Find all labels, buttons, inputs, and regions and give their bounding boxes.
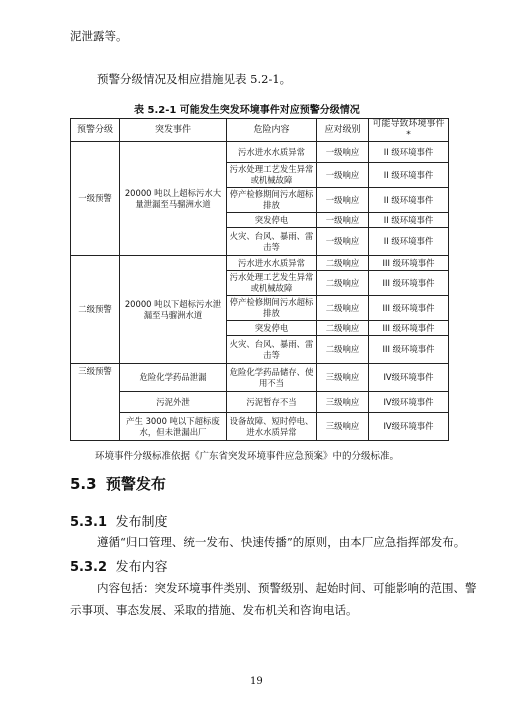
column-header: 突发事件 <box>120 119 227 142</box>
hazard-cell: 污水处理工艺发生异常或机械故障 <box>227 271 317 296</box>
result-cell: II 级环境事件 <box>369 142 449 163</box>
hazard-cell: 停产检修期间污水超标排放 <box>227 188 317 213</box>
hazard-cell: 危险化学药品储存、使用不当 <box>227 364 317 392</box>
hazard-cell: 污水进水水质异常 <box>227 256 317 271</box>
response-cell: 三级响应 <box>317 392 369 413</box>
hazard-cell: 火灾、台风、暴雨、雷击等 <box>227 336 317 364</box>
hazard-cell: 停产检修期间污水超标排放 <box>227 296 317 321</box>
response-cell: 二级响应 <box>317 256 369 271</box>
section-title: 发布内容 <box>115 560 168 575</box>
warning-level-cell: 二级预警 <box>71 256 120 364</box>
table-header-row <box>71 119 449 142</box>
hazard-cell: 突发停电 <box>227 321 317 336</box>
warning-level-table <box>70 118 449 441</box>
response-cell: 二级响应 <box>317 271 369 296</box>
column-header: 危险内容 <box>227 119 317 142</box>
result-cell: III 级环境事件 <box>369 296 449 321</box>
page-number: 19 <box>250 676 263 687</box>
paragraph-continuation: 泥泄露等。 <box>70 29 128 43</box>
response-cell: 一级响应 <box>317 163 369 188</box>
response-cell: 二级响应 <box>317 336 369 364</box>
table-caption: 表 5.2-1 可能发生突发环境事件对应预警分级情况 <box>134 105 360 116</box>
hazard-cell: 火灾、台风、暴雨、雷击等 <box>227 228 317 256</box>
section-title: 预警发布 <box>105 475 166 493</box>
response-cell: 一级响应 <box>317 188 369 213</box>
table-row <box>71 142 449 163</box>
table-row <box>71 256 449 271</box>
event-cell: 危险化学药品泄漏 <box>120 364 227 392</box>
result-cell: III 级环境事件 <box>369 256 449 271</box>
section-title: 发布制度 <box>115 515 168 530</box>
result-cell: II 级环境事件 <box>369 213 449 228</box>
response-cell: 二级响应 <box>317 296 369 321</box>
result-cell: II 级环境事件 <box>369 188 449 213</box>
table-row <box>71 364 449 392</box>
paragraph-release-system: 遵循“归口管理、统一发布、快速传播”的原则，由本厂应急指挥部发布。 <box>97 535 466 549</box>
event-cell: 20000 吨以下超标污水泄漏至马骝洲水道 <box>120 256 227 364</box>
table-row <box>71 413 449 441</box>
result-cell: III 级环境事件 <box>369 321 449 336</box>
column-header: 预警分级 <box>71 119 120 142</box>
column-header: 可能导致环境事件* <box>369 119 449 142</box>
warning-level-cell: 一级预警 <box>71 142 120 256</box>
result-cell: IV级环境事件 <box>369 364 449 392</box>
hazard-cell: 突发停电 <box>227 213 317 228</box>
event-cell: 产生 3000 吨以下超标废水，但未泄漏出厂 <box>120 413 227 441</box>
result-cell: IV级环境事件 <box>369 392 449 413</box>
table-note: 环境事件分级标准依据《广东省突发环境事件应急预案》中的分级标准。 <box>95 451 400 462</box>
result-cell: IV级环境事件 <box>369 413 449 441</box>
response-cell: 二级响应 <box>317 321 369 336</box>
response-cell: 一级响应 <box>317 213 369 228</box>
hazard-cell: 污水进水水质异常 <box>227 142 317 163</box>
section-number: 5.3.2 <box>70 560 108 575</box>
response-cell: 一级响应 <box>317 142 369 163</box>
hazard-cell: 污水处理工艺发生异常或机械故障 <box>227 163 317 188</box>
response-cell: 三级响应 <box>317 413 369 441</box>
hazard-cell: 污泥暂存不当 <box>227 392 317 413</box>
result-cell: III 级环境事件 <box>369 336 449 364</box>
table-row <box>71 392 449 413</box>
column-header: 应对级别 <box>317 119 369 142</box>
section-heading-5-3-2 <box>70 556 168 575</box>
section-heading-5-3 <box>70 473 166 494</box>
section-heading-5-3-1 <box>70 511 168 530</box>
event-cell: 污泥外泄 <box>120 392 227 413</box>
result-cell: II 级环境事件 <box>369 163 449 188</box>
event-cell: 20000 吨以上超标污水大量泄漏至马骝洲水道 <box>120 142 227 256</box>
hazard-cell: 设备故障、短时停电、进水水质异常 <box>227 413 317 441</box>
response-cell: 三级响应 <box>317 364 369 392</box>
paragraph-table-reference: 预警分级情况及相应措施见表 5.2-1。 <box>97 72 292 86</box>
section-number: 5.3.1 <box>70 515 108 530</box>
section-number: 5.3 <box>70 475 97 493</box>
warning-level-cell: 三级预警 <box>71 364 120 441</box>
paragraph-release-content-line2: 示事项、事态发展、采取的措施、发布机关和咨询电话。 <box>70 603 358 617</box>
result-cell: III 级环境事件 <box>369 271 449 296</box>
response-cell: 一级响应 <box>317 228 369 256</box>
paragraph-release-content-line1: 内容包括：突发环境事件类别、预警级别、起始时间、可能影响的范围、警 <box>97 581 477 595</box>
result-cell: II 级环境事件 <box>369 228 449 256</box>
